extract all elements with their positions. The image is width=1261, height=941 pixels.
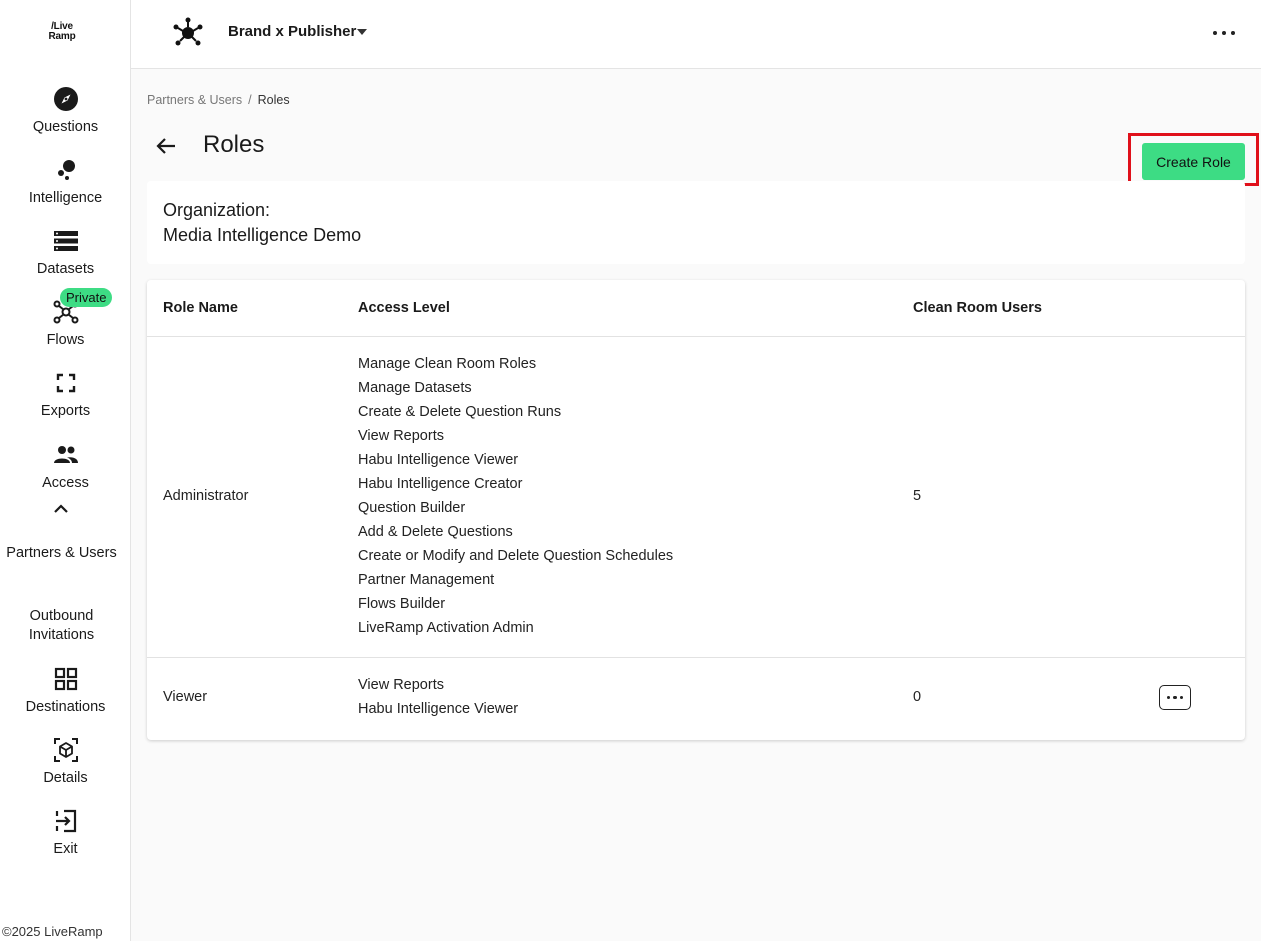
role-name-viewer: Viewer bbox=[163, 689, 208, 705]
list-item: View Reports bbox=[358, 428, 444, 444]
sidebar-item-label: Details bbox=[43, 770, 88, 786]
breadcrumb bbox=[147, 93, 290, 107]
caret-down-icon[interactable] bbox=[357, 29, 367, 35]
list-item: Partner Management bbox=[358, 572, 495, 588]
list-item: Habu Intelligence Viewer bbox=[358, 452, 519, 468]
private-badge: Private bbox=[60, 288, 112, 307]
list-item: Question Builder bbox=[358, 500, 466, 516]
row-more-options-button[interactable] bbox=[1159, 685, 1191, 710]
list-item: LiveRamp Activation Admin bbox=[358, 620, 534, 636]
sidebar-item-questions[interactable] bbox=[0, 86, 131, 137]
people-icon bbox=[53, 442, 79, 468]
sidebar-item-flows[interactable] bbox=[0, 299, 131, 350]
compass-icon bbox=[53, 86, 79, 112]
cube-icon bbox=[53, 737, 79, 763]
list-item: Manage Clean Room Roles bbox=[358, 356, 537, 372]
page-title: Roles bbox=[203, 131, 265, 158]
sidebar-item-label: Flows bbox=[46, 332, 85, 348]
sidebar-item-label: Exports bbox=[40, 403, 91, 419]
organization-card bbox=[147, 181, 1245, 264]
access-level-list bbox=[358, 352, 673, 640]
top-bar bbox=[131, 0, 1261, 69]
list-item: View Reports bbox=[358, 677, 444, 693]
sidebar-item-label: Access bbox=[42, 475, 89, 491]
organization-name: Media Intelligence Demo bbox=[163, 225, 362, 245]
clean-room-users-count: 0 bbox=[913, 689, 922, 705]
logo-line-1: /Live bbox=[51, 21, 73, 32]
column-header-access-level[interactable]: Access Level bbox=[358, 300, 450, 316]
sidebar-item-destinations[interactable] bbox=[0, 666, 131, 717]
copyright: ©2025 LiveRamp bbox=[2, 924, 103, 939]
database-icon bbox=[53, 228, 79, 254]
sidebar-item-partners-users[interactable]: Partners & Users bbox=[6, 545, 117, 561]
sidebar-item-details[interactable] bbox=[0, 737, 131, 788]
clean-room-selector[interactable]: Brand x Publisher bbox=[228, 23, 357, 40]
list-item: Habu Intelligence Viewer bbox=[358, 701, 519, 717]
breadcrumb-current: Roles bbox=[257, 93, 290, 107]
sidebar-item-outbound-invitations[interactable]: Outbound Invitations bbox=[28, 608, 95, 643]
exit-icon bbox=[53, 808, 79, 834]
clean-room-users-count: 5 bbox=[913, 488, 922, 504]
sidebar-item-label: Datasets bbox=[36, 261, 95, 277]
chevron-up-icon[interactable] bbox=[52, 500, 70, 518]
roles-table bbox=[147, 280, 1245, 740]
list-item: Create & Delete Question Runs bbox=[358, 404, 562, 420]
bubbles-icon bbox=[53, 157, 79, 183]
sidebar-item-label: Exit bbox=[53, 841, 78, 857]
column-header-role-name[interactable]: Role Name bbox=[163, 300, 238, 316]
list-item: Habu Intelligence Creator bbox=[358, 476, 523, 492]
sidebar-item-label: Intelligence bbox=[28, 190, 103, 206]
logo-line-2: Ramp bbox=[48, 31, 76, 42]
sidebar bbox=[0, 0, 131, 941]
list-item: Add & Delete Questions bbox=[358, 524, 513, 540]
sidebar-item-datasets[interactable] bbox=[0, 228, 131, 279]
breadcrumb-partners-users[interactable]: Partners & Users bbox=[147, 93, 243, 107]
sidebar-item-exports[interactable] bbox=[0, 370, 131, 421]
sidebar-item-intelligence[interactable] bbox=[0, 157, 131, 208]
access-level-list bbox=[358, 673, 518, 721]
export-frame-icon bbox=[53, 370, 79, 396]
liveramp-logo[interactable] bbox=[44, 22, 80, 42]
column-header-clean-room-users[interactable]: Clean Room Users bbox=[913, 300, 1042, 316]
sidebar-item-label: Destinations bbox=[25, 699, 106, 715]
sidebar-item-access[interactable] bbox=[0, 442, 131, 493]
grid-icon bbox=[53, 666, 79, 692]
row-divider bbox=[147, 657, 1245, 658]
breadcrumb-separator: / bbox=[248, 93, 252, 107]
sidebar-item-exit[interactable] bbox=[0, 808, 131, 859]
list-item: Manage Datasets bbox=[358, 380, 472, 396]
organization-label: Organization: bbox=[163, 200, 271, 220]
back-arrow-icon[interactable] bbox=[155, 135, 177, 157]
sidebar-item-label: Questions bbox=[32, 119, 99, 135]
header-divider bbox=[147, 336, 1245, 337]
list-item: Flows Builder bbox=[358, 596, 446, 612]
list-item: Create or Modify and Delete Question Schedules bbox=[358, 548, 674, 564]
clean-room-hub-icon bbox=[172, 16, 204, 48]
role-name-administrator: Administrator bbox=[163, 488, 249, 504]
more-options-icon[interactable] bbox=[1213, 26, 1235, 40]
create-role-button[interactable]: Create Role bbox=[1142, 143, 1245, 180]
